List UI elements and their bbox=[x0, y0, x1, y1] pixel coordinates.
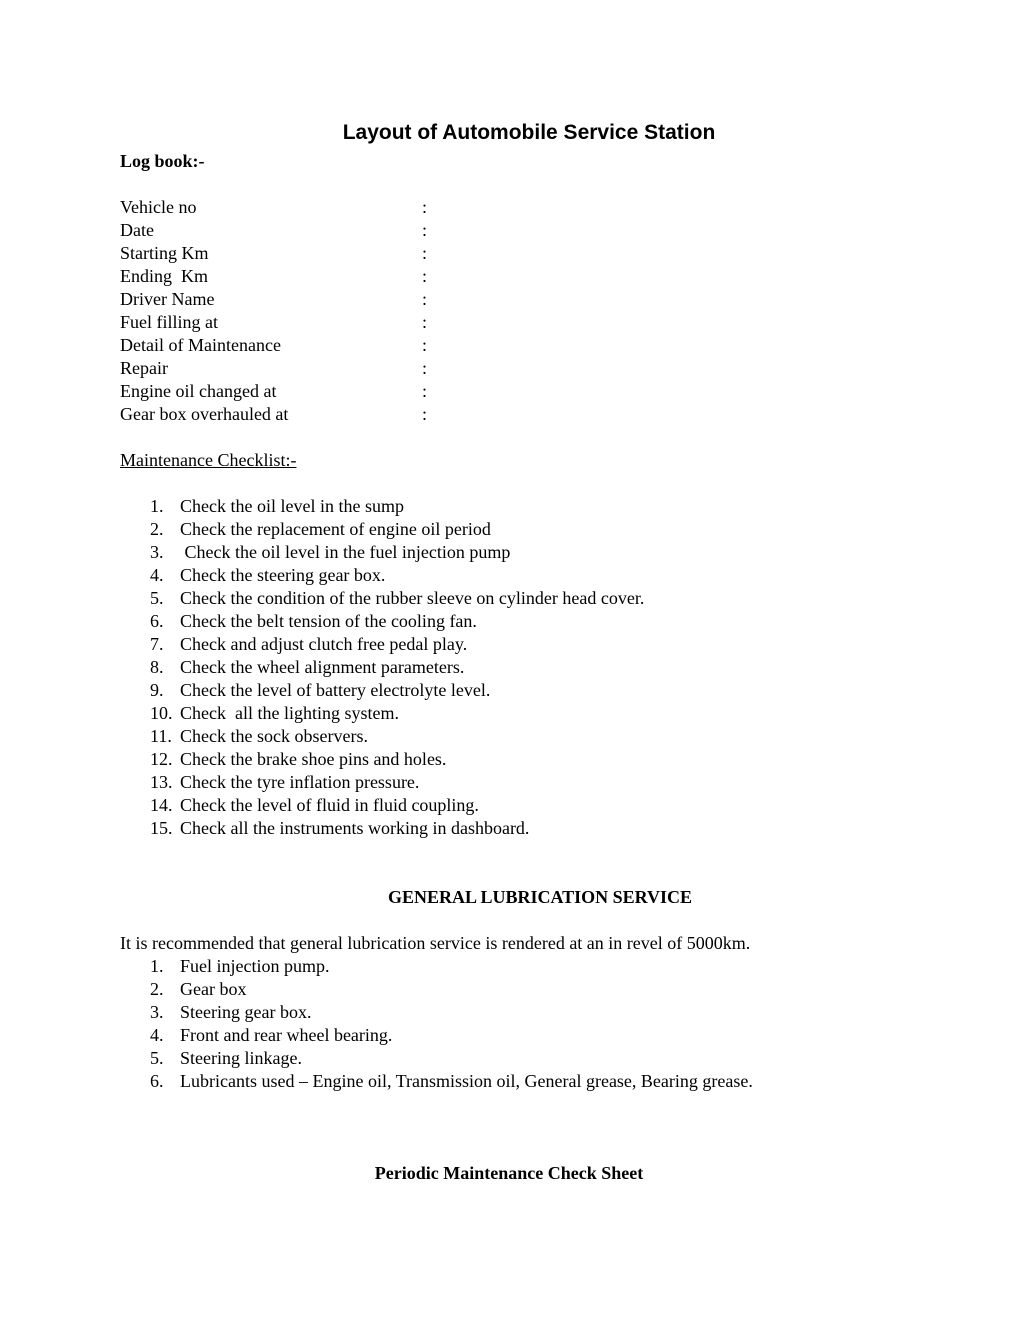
field-label: Starting Km bbox=[120, 243, 209, 263]
field-engine-oil-changed-at bbox=[120, 380, 450, 403]
list-item bbox=[150, 564, 385, 587]
list-item bbox=[150, 656, 464, 679]
list-item bbox=[150, 817, 529, 840]
list-text: Check and adjust clutch free pedal play. bbox=[180, 634, 468, 654]
list-number: 4. bbox=[150, 1025, 164, 1045]
list-text: Check the tyre inflation pressure. bbox=[180, 772, 420, 792]
list-text: Check the oil level in the sump bbox=[180, 496, 404, 516]
list-number: 10. bbox=[150, 703, 173, 723]
list-number: 9. bbox=[150, 680, 164, 700]
list-item bbox=[150, 633, 467, 656]
field-label: Driver Name bbox=[120, 289, 215, 309]
lubrication-intro: It is recommended that general lubrication service is rendered at an in revel of 5000km. bbox=[120, 933, 751, 953]
field-fuel-filling-at bbox=[120, 311, 450, 334]
list-item bbox=[150, 541, 510, 564]
list-number: 12. bbox=[150, 749, 173, 769]
list-text: Check all the lighting system. bbox=[180, 703, 399, 723]
field-label: Vehicle no bbox=[120, 197, 197, 217]
list-item bbox=[150, 748, 446, 771]
list-text: Check the brake shoe pins and holes. bbox=[180, 749, 447, 769]
field-separator: : bbox=[422, 243, 428, 263]
list-number: 2. bbox=[150, 519, 164, 539]
field-ending-km bbox=[120, 265, 450, 288]
list-number: 15. bbox=[150, 818, 173, 838]
field-label: Detail of Maintenance bbox=[120, 335, 281, 355]
list-item bbox=[150, 1001, 311, 1024]
logbook-heading: Log book:- bbox=[120, 151, 205, 171]
list-number: 13. bbox=[150, 772, 173, 792]
list-text: Check the sock observers. bbox=[180, 726, 368, 746]
list-text: Gear box bbox=[180, 979, 247, 999]
list-item bbox=[150, 1047, 302, 1070]
list-item bbox=[150, 518, 491, 541]
list-item bbox=[150, 679, 490, 702]
list-text: Check the oil level in the fuel injection pump bbox=[180, 542, 511, 562]
list-item bbox=[150, 495, 404, 518]
list-text: Check the level of battery electrolyte level. bbox=[180, 680, 491, 700]
list-text: Check the belt tension of the cooling fan. bbox=[180, 611, 477, 631]
field-repair bbox=[120, 357, 450, 380]
list-text: Check the steering gear box. bbox=[180, 565, 386, 585]
list-number: 5. bbox=[150, 588, 164, 608]
field-label: Gear box overhauled at bbox=[120, 404, 289, 424]
list-item bbox=[150, 702, 399, 725]
list-text: Check the condition of the rubber sleeve on cylinder head cover. bbox=[180, 588, 645, 608]
field-separator: : bbox=[422, 381, 428, 401]
list-number: 6. bbox=[150, 1071, 164, 1091]
list-number: 7. bbox=[150, 634, 164, 654]
field-vehicle-no bbox=[120, 196, 450, 219]
list-text: Check all the instruments working in dashboard. bbox=[180, 818, 530, 838]
field-starting-km bbox=[120, 242, 450, 265]
list-text: Check the level of fluid in fluid coupling. bbox=[180, 795, 479, 815]
list-item bbox=[150, 1024, 392, 1047]
field-separator: : bbox=[422, 266, 428, 286]
page-title: Layout of Automobile Service Station bbox=[342, 121, 716, 144]
list-text: Front and rear wheel bearing. bbox=[180, 1025, 393, 1045]
field-date bbox=[120, 219, 450, 242]
list-number: 1. bbox=[150, 496, 164, 516]
lubrication-heading: GENERAL LUBRICATION SERVICE bbox=[387, 887, 693, 907]
field-detail-of-maintenance bbox=[120, 334, 450, 357]
list-item bbox=[150, 978, 246, 1001]
list-text: Steering gear box. bbox=[180, 1002, 312, 1022]
list-number: 11. bbox=[150, 726, 172, 746]
field-separator: : bbox=[422, 335, 428, 355]
checklist-heading: Maintenance Checklist:- bbox=[120, 450, 297, 470]
field-separator: : bbox=[422, 312, 428, 332]
list-number: 3. bbox=[150, 1002, 164, 1022]
list-text: Lubricants used – Engine oil, Transmission oil, General grease, Bearing grease. bbox=[180, 1071, 753, 1091]
list-number: 8. bbox=[150, 657, 164, 677]
list-item bbox=[150, 955, 329, 978]
list-text: Check the replacement of engine oil period bbox=[180, 519, 491, 539]
list-item bbox=[150, 610, 477, 633]
list-number: 4. bbox=[150, 565, 164, 585]
field-label: Engine oil changed at bbox=[120, 381, 277, 401]
field-label: Date bbox=[120, 220, 154, 240]
field-label: Repair bbox=[120, 358, 168, 378]
list-text: Steering linkage. bbox=[180, 1048, 302, 1068]
list-item bbox=[150, 771, 419, 794]
list-text: Check the wheel alignment parameters. bbox=[180, 657, 465, 677]
list-item bbox=[150, 725, 368, 748]
list-item bbox=[150, 587, 644, 610]
field-label: Ending Km bbox=[120, 266, 208, 286]
list-text: Fuel injection pump. bbox=[180, 956, 330, 976]
list-item bbox=[150, 794, 479, 817]
field-gear-box-overhauled-at bbox=[120, 403, 450, 426]
field-separator: : bbox=[422, 404, 428, 424]
list-number: 3. bbox=[150, 542, 164, 562]
list-number: 5. bbox=[150, 1048, 164, 1068]
field-separator: : bbox=[422, 358, 428, 378]
periodic-heading: Periodic Maintenance Check Sheet bbox=[374, 1163, 644, 1183]
list-item bbox=[150, 1070, 753, 1093]
list-number: 2. bbox=[150, 979, 164, 999]
field-driver-name bbox=[120, 288, 450, 311]
list-number: 6. bbox=[150, 611, 164, 631]
field-separator: : bbox=[422, 289, 428, 309]
list-number: 14. bbox=[150, 795, 173, 815]
field-separator: : bbox=[422, 220, 428, 240]
field-label: Fuel filling at bbox=[120, 312, 218, 332]
field-separator: : bbox=[422, 197, 428, 217]
list-number: 1. bbox=[150, 956, 164, 976]
